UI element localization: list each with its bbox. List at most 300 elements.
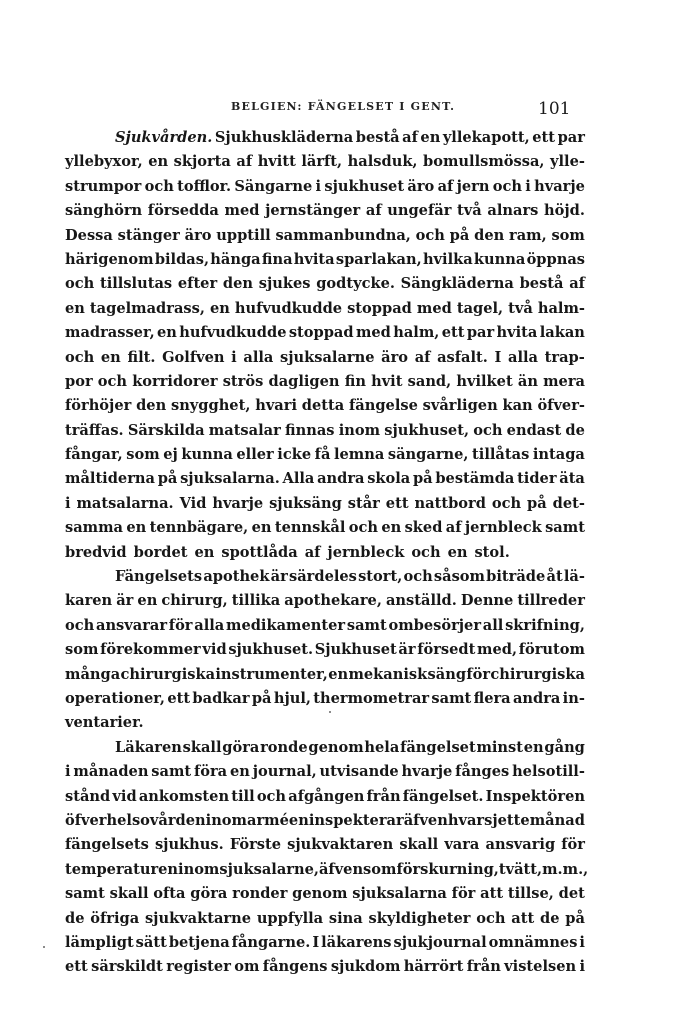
word: månad: [529, 811, 585, 829]
word: hjul,: [273, 689, 311, 707]
word: äro: [184, 226, 212, 244]
word: ankomsten: [138, 787, 230, 805]
word: af: [304, 543, 321, 561]
word: på: [251, 689, 272, 707]
word: sammanbundna,: [275, 226, 411, 244]
text-line: [65, 711, 585, 735]
word: sjukdom: [330, 958, 401, 976]
word: korridorer: [132, 372, 218, 390]
word: sjukvaktarne: [144, 909, 252, 927]
word: tillslutas: [99, 275, 173, 293]
word: alla: [243, 348, 274, 366]
word: en: [229, 763, 250, 781]
word: medikamenter: [226, 616, 346, 634]
word: och: [403, 568, 433, 586]
text-line: [65, 175, 585, 199]
word: kan: [502, 397, 533, 415]
text-line: [65, 126, 585, 150]
word: omnämnes: [488, 933, 578, 951]
word: som: [551, 226, 585, 244]
word: ett: [385, 494, 409, 512]
word: chirurg,: [161, 592, 228, 610]
word: tagelmadrass,: [89, 299, 205, 317]
word: thermometrar: [313, 689, 430, 707]
word: särskildt: [91, 958, 163, 976]
word: mekanisk: [348, 665, 428, 683]
word: af: [445, 519, 462, 537]
word: om: [234, 958, 260, 976]
word: två: [508, 299, 533, 317]
page-number: 101: [538, 99, 571, 119]
word: lämpligt: [65, 933, 134, 951]
word: vid: [112, 787, 137, 805]
word: helsotill-: [512, 763, 585, 781]
word: betjena: [168, 933, 230, 951]
word: ronder: [232, 885, 288, 903]
word: äfven: [403, 811, 448, 829]
word: fängelset: [400, 738, 476, 756]
word: på: [565, 909, 585, 927]
word: sjukes: [258, 275, 311, 293]
text-line: [65, 419, 585, 443]
word: en: [194, 543, 215, 561]
word: stoppad: [288, 324, 354, 342]
word: ett: [532, 129, 556, 146]
word: endast: [506, 421, 562, 439]
text-line: [65, 809, 585, 833]
word: samt: [545, 519, 585, 537]
text-line: [65, 565, 585, 589]
word: skall: [182, 738, 222, 756]
text-line: [65, 370, 585, 394]
word: hvarje: [534, 177, 585, 195]
word: i: [579, 933, 585, 951]
word: biträde: [486, 568, 546, 586]
word: sjukhuset.: [228, 641, 314, 659]
word: skrifning,: [505, 616, 585, 634]
word: Fängelsets: [115, 568, 203, 586]
word: Sängarne: [234, 177, 313, 195]
word: sjukhus.: [154, 836, 224, 854]
text-line: [65, 199, 585, 223]
word: ram,: [509, 226, 547, 244]
word: än: [517, 372, 538, 390]
word: två: [457, 202, 482, 220]
word: och: [65, 275, 95, 293]
word: tennbägare,: [149, 519, 249, 537]
word: som: [65, 641, 99, 659]
word: en: [157, 324, 177, 342]
word: måltiderna: [65, 470, 155, 488]
word: af: [569, 275, 585, 293]
word: och: [476, 909, 506, 927]
text-line: [65, 882, 585, 906]
word: säng: [427, 665, 467, 683]
word: sjuksalarna.: [180, 470, 280, 488]
word: af: [236, 153, 253, 171]
word: fånges: [455, 763, 510, 781]
word: stort,: [358, 568, 403, 586]
word: skola: [367, 470, 411, 488]
word: alla: [194, 616, 225, 634]
word: och: [65, 348, 95, 366]
word: såsom: [433, 568, 485, 586]
word: journal,: [252, 763, 317, 781]
word: Sjukhuset: [314, 641, 397, 659]
word: en: [65, 299, 85, 317]
word: till: [231, 787, 255, 805]
word: chirurgiska: [490, 665, 585, 683]
text-line: [65, 687, 585, 711]
word: m.: [542, 860, 563, 878]
word: ett: [65, 958, 88, 976]
word: tillåtas: [472, 446, 530, 464]
word: för: [466, 665, 491, 683]
word: öppnas: [526, 250, 585, 268]
word: eller: [236, 446, 274, 464]
word: genom: [292, 885, 348, 903]
word: kunna: [181, 446, 233, 464]
word: operationer,: [65, 689, 165, 707]
word: Vid: [179, 494, 207, 512]
word: ett: [167, 689, 191, 707]
word: en: [447, 543, 468, 561]
word: snygghet,: [170, 397, 251, 415]
word: sked: [404, 519, 443, 537]
word: fångens: [262, 958, 328, 976]
word: en: [381, 519, 402, 537]
word: upptill: [216, 226, 271, 244]
word: sjuksalarna: [352, 885, 447, 903]
word: temperaturen: [65, 860, 179, 878]
word: hufvudkudde: [179, 324, 287, 342]
word: spottlåda: [221, 543, 298, 561]
word: yllekapott,: [442, 129, 530, 146]
word: sjukvaktaren: [287, 836, 394, 854]
word: göra: [190, 885, 228, 903]
word: Golfven: [162, 348, 225, 366]
word: tider: [517, 470, 557, 488]
text-line: [65, 394, 585, 418]
word: en: [126, 519, 147, 537]
word: lä-: [563, 568, 585, 586]
word: finnas: [285, 421, 335, 439]
word: på: [412, 470, 433, 488]
body-text: [65, 126, 589, 980]
text-line: [65, 736, 585, 760]
word: träffas.: [65, 421, 124, 439]
word: läkarens: [321, 933, 392, 951]
word: jern: [456, 177, 490, 195]
text-line: [65, 224, 585, 248]
word: arméen: [247, 811, 309, 829]
word: stänger: [117, 226, 180, 244]
word: m.,: [562, 860, 589, 878]
word: en: [137, 592, 158, 610]
word: ansvarig: [485, 836, 556, 854]
text-line: [65, 346, 585, 370]
text-line: [65, 907, 585, 931]
word: skall: [399, 836, 439, 854]
word: bordet: [133, 543, 188, 561]
word: hufvudkudde: [234, 299, 343, 317]
word: skjorta: [173, 153, 231, 171]
word: apothek: [203, 568, 270, 586]
word: och: [492, 177, 522, 195]
word: särdeles: [289, 568, 357, 586]
word: intaga: [532, 446, 585, 464]
word: förutom: [518, 641, 585, 659]
word: i: [231, 348, 237, 366]
word: flera: [473, 689, 511, 707]
word: för: [396, 860, 421, 878]
word: stoppad: [347, 299, 412, 317]
word: Dessa: [65, 226, 113, 244]
word: fängelsets: [65, 836, 149, 854]
word: helsovården: [106, 811, 206, 829]
word: ej: [163, 446, 178, 464]
word: matsalarna.: [76, 494, 174, 512]
word: Inspektören: [485, 787, 585, 805]
word: äro: [407, 177, 435, 195]
word: anställd.: [385, 592, 457, 610]
word: matsalar: [208, 421, 281, 439]
word: svårligen: [422, 397, 498, 415]
word: sjuksäng: [269, 494, 342, 512]
word: i: [579, 958, 585, 976]
word: strös: [222, 372, 264, 390]
word: sjuksalarne,: [219, 860, 319, 878]
word: de: [565, 421, 585, 439]
word: godtycke.: [316, 275, 395, 293]
text-line: [65, 321, 585, 345]
text-line: [65, 955, 585, 979]
word: en: [523, 738, 544, 756]
word: inom: [178, 860, 220, 878]
word: nattbord: [414, 494, 486, 512]
word: en: [148, 153, 169, 171]
word: de: [65, 909, 85, 927]
word: hvarje: [212, 494, 264, 512]
word: tagel,: [456, 299, 504, 317]
word: en: [328, 665, 349, 683]
word: öfriga: [90, 909, 140, 927]
word: många: [65, 665, 121, 683]
word: sjuksalarne: [280, 348, 375, 366]
word: hvita: [496, 324, 538, 342]
word: hvilket: [456, 372, 513, 390]
text-line: [65, 638, 585, 662]
print-speck: [329, 711, 331, 713]
word: lemna: [333, 446, 385, 464]
word: sand,: [407, 372, 452, 390]
word: förhöjer: [65, 397, 132, 415]
word: sina: [328, 909, 363, 927]
word: på: [527, 494, 547, 512]
word: Sjukhuskläderna: [214, 129, 354, 146]
word: fängelse: [348, 397, 418, 415]
word: göra: [222, 738, 260, 756]
text-line: [65, 297, 585, 321]
word: sparlakan,: [335, 250, 422, 268]
word: register: [166, 958, 231, 976]
word: hvar: [447, 811, 485, 829]
word: äfvensom: [318, 860, 397, 878]
word: andra: [512, 689, 561, 707]
word: jernstänger: [265, 202, 361, 220]
word: sjukhuset,: [384, 421, 470, 439]
word: por: [65, 372, 93, 390]
word: ofta: [153, 885, 186, 903]
word: en: [209, 299, 230, 317]
word: par: [466, 324, 495, 342]
word: Särskilda: [127, 421, 205, 439]
word: I: [312, 933, 320, 951]
word: ylle-: [550, 153, 585, 171]
word: med: [224, 202, 260, 220]
word: af: [402, 129, 418, 146]
word: från: [366, 787, 401, 805]
word: Förste: [229, 836, 282, 854]
word: minst: [476, 738, 523, 756]
word: öfver-: [537, 397, 585, 415]
word: stånd: [65, 787, 111, 805]
word: samt: [65, 885, 105, 903]
word: hvitt: [257, 153, 296, 171]
word: par: [557, 129, 585, 146]
word: asfalt.: [437, 348, 488, 366]
word: Sängkläderna: [400, 275, 514, 293]
text-line: [65, 931, 585, 955]
word: med: [355, 324, 391, 342]
word: få: [314, 446, 331, 464]
word: instrumenter,: [215, 665, 328, 683]
word: alnars: [487, 202, 539, 220]
word: kunna: [473, 250, 526, 268]
word: härrört: [403, 958, 464, 976]
word: ombesörjer: [388, 616, 482, 634]
text-line: [65, 589, 585, 613]
print-speck: [43, 946, 45, 948]
word: bestå: [519, 275, 564, 293]
word: tennskål: [274, 519, 346, 537]
word: fängelset.: [402, 787, 484, 805]
text-line: [65, 760, 585, 784]
word: och: [348, 519, 378, 537]
word: tofflor.: [177, 177, 232, 195]
word: i: [525, 177, 531, 195]
word: bredvid: [65, 543, 127, 561]
word: madrasser,: [65, 324, 155, 342]
word: föra: [193, 763, 228, 781]
text-line: [65, 272, 585, 296]
word: är: [398, 641, 416, 659]
word: sänghörn: [65, 202, 143, 220]
word: som: [126, 446, 160, 464]
word: andra: [317, 470, 365, 488]
word: hela: [364, 738, 400, 756]
word: bestå: [355, 129, 400, 146]
word: den: [136, 397, 167, 415]
word: och: [491, 494, 522, 512]
word: att: [511, 909, 535, 927]
word: halm,: [393, 324, 440, 342]
text-line: [65, 785, 585, 809]
word: skyldigheter: [368, 909, 471, 927]
word: åt: [546, 568, 563, 586]
word: bestämda: [435, 470, 515, 488]
word: jernbleck: [464, 519, 542, 537]
word: tvätt,: [498, 860, 543, 878]
word: hvit: [371, 372, 403, 390]
word: de: [539, 909, 560, 927]
word: från: [466, 958, 501, 976]
word: fångarne.: [231, 933, 311, 951]
word: ventarier.: [65, 714, 144, 732]
word: efter: [177, 275, 218, 293]
word: samt: [151, 763, 192, 781]
text-line: [65, 541, 585, 565]
word: I: [494, 348, 502, 366]
word: dagligen: [268, 372, 340, 390]
word: af: [365, 202, 382, 220]
word: gång: [544, 738, 585, 756]
word: på: [449, 226, 470, 244]
word: in-: [562, 689, 585, 707]
word: härigenom: [65, 250, 154, 268]
word: all: [482, 616, 504, 634]
word: en: [420, 129, 441, 146]
word: halm-: [537, 299, 585, 317]
text-line: [65, 443, 585, 467]
word: i: [65, 763, 71, 781]
word: det: [558, 885, 585, 903]
word: förekommer: [100, 641, 201, 659]
word: af: [437, 177, 454, 195]
word: att: [480, 885, 504, 903]
word: uppfylla: [256, 909, 324, 927]
word: i: [65, 494, 71, 512]
word: karen: [65, 592, 113, 610]
word: den: [222, 275, 253, 293]
word: Sjukvården.: [115, 129, 213, 146]
word: för: [451, 885, 476, 903]
word: och: [473, 421, 503, 439]
word: öfver: [65, 811, 107, 829]
word: hvarje: [401, 763, 453, 781]
word: och: [411, 543, 441, 561]
word: ansvarar: [95, 616, 168, 634]
word: chirurgiska: [120, 665, 216, 683]
word: vid: [202, 641, 227, 659]
word: halsduk,: [347, 153, 418, 171]
text-line: [65, 467, 585, 491]
word: en: [251, 519, 272, 537]
text-line: [65, 614, 585, 638]
word: inom: [205, 811, 247, 829]
word: äta: [559, 470, 585, 488]
word: och: [144, 177, 174, 195]
word: mera: [543, 372, 585, 390]
word: med: [416, 299, 452, 317]
word: ronde: [260, 738, 308, 756]
word: vistelsen: [504, 958, 577, 976]
word: för: [168, 616, 193, 634]
text-line: [65, 150, 585, 174]
word: tillse,: [507, 885, 554, 903]
word: hvilka: [422, 250, 473, 268]
text-line: [65, 858, 589, 882]
